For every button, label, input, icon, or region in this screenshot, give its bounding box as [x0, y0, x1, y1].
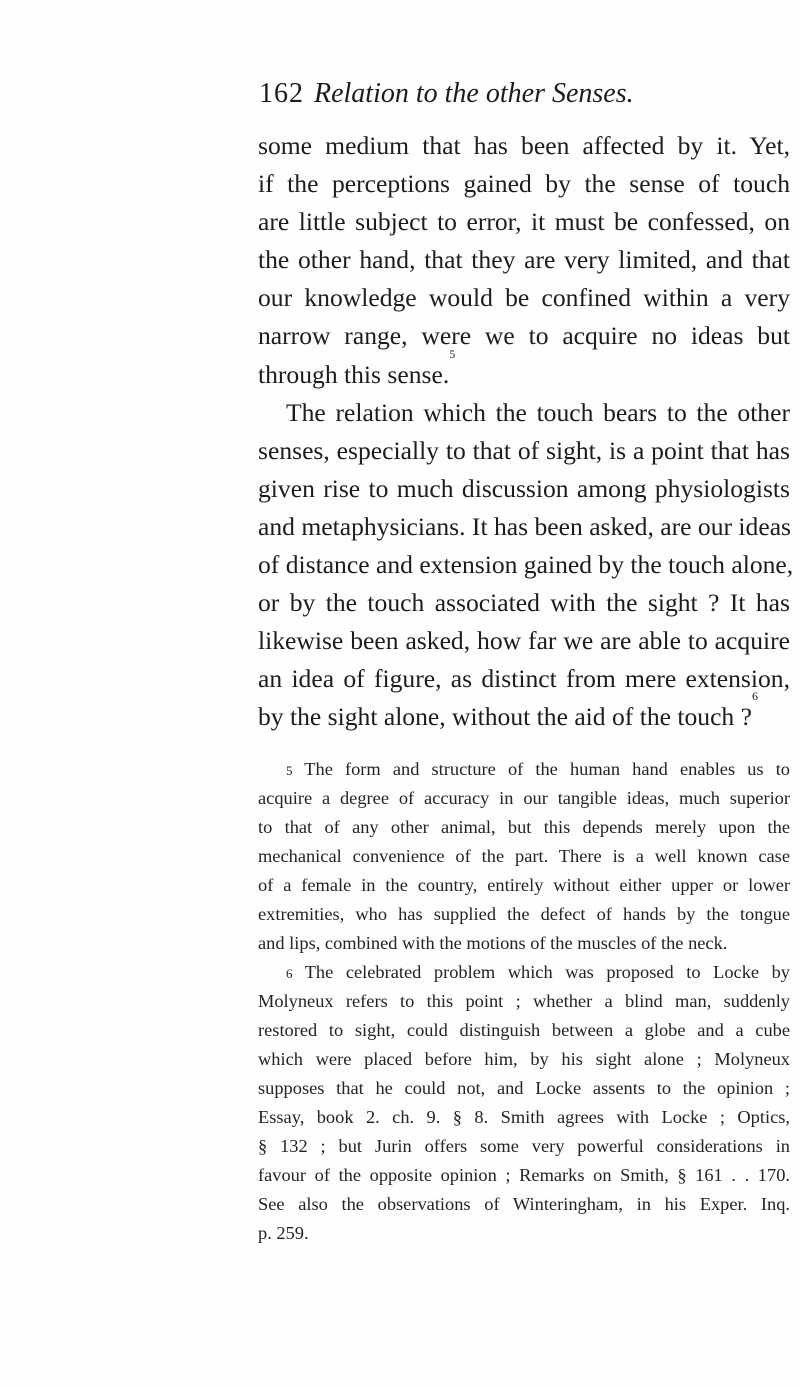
footnote-line: of a female in the country, entirely without either upper or lower: [258, 875, 790, 895]
text-line: through this sense.: [258, 359, 450, 389]
footnote-line: p. 259.: [258, 1223, 309, 1243]
footnote-number: 5: [286, 763, 293, 778]
text-line: some medium that has been affected by it. Yet,: [258, 131, 790, 160]
text-line: of distance and extension gained by the touch alone,: [258, 550, 794, 580]
footnote-6-first-line: [258, 958, 790, 987]
footnote-number: 6: [286, 966, 293, 981]
text-line: The relation which the touch bears to the other: [286, 397, 790, 427]
text-line: or by the touch associated with the sight ? It has: [258, 588, 790, 618]
page-number: 162: [259, 78, 304, 109]
footnote-marker: 6: [752, 689, 758, 704]
main-text: [258, 127, 794, 737]
footnote-line: which were placed before him, by his sight alone ; Molyneux: [258, 1049, 790, 1069]
text-line: the other hand, that they are very limited, and that: [258, 245, 790, 275]
page-header: [259, 78, 680, 118]
text-line: our knowledge would be confined within a very: [258, 283, 790, 313]
footnote-line: to that of any other animal, but this depends merely upon the: [258, 817, 790, 837]
text-line: narrow range, were we to acquire no ideas but: [258, 321, 790, 351]
footnote-line: and lips, combined with the motions of the muscles of the neck.: [258, 933, 728, 953]
footnote-line: See also the observations of Winteringham, in his Exper. Inq.: [258, 1194, 790, 1214]
text-line: given rise to much discussion among physiologists: [258, 473, 790, 503]
text-line-with-footnote: [258, 689, 790, 736]
text-line-with-footnote: [258, 346, 790, 394]
footnote-line: Essay, book 2. ch. 9. § 8. Smith agrees with Locke ; Optics,: [258, 1107, 790, 1127]
footnote-marker: 5: [449, 346, 456, 361]
footnote-line: Molyneux refers to this point ; whether a blind man, suddenly: [258, 991, 790, 1011]
footnote-text: The form and structure of the human hand enables us to: [304, 759, 790, 779]
footnote-line: supposes that he could not, and Locke assents to the opinion ;: [258, 1078, 790, 1098]
footnote-text: The celebrated problem which was proposed to Locke by: [304, 962, 790, 982]
footnote-line: extremities, who has supplied the defect of hands by the tongue: [258, 904, 790, 924]
footnote-line: restored to sight, could distinguish between a globe and a cube: [258, 1020, 790, 1040]
footnote-line: § 132 ; but Jurin offers some very powerful considerations in: [258, 1136, 790, 1156]
footnotes: [258, 755, 790, 1248]
text-line: if the perceptions gained by the sense of touch: [258, 169, 790, 199]
footnote-line: favour of the opposite opinion ; Remarks on Smith, § 161 . . 170.: [258, 1165, 790, 1185]
text-line: an idea of figure, as distinct from mere extension,: [258, 664, 790, 694]
running-head: Relation to the other Senses.: [314, 78, 634, 109]
footnote-line: acquire a degree of accuracy in our tangible ideas, much superior: [258, 788, 790, 808]
text-line: are little subject to error, it must be confessed, on: [258, 207, 790, 237]
text-line: and metaphysicians. It has been asked, are our ideas: [258, 511, 792, 541]
text-line: likewise been asked, how far we are able to acquire: [258, 626, 790, 656]
text-line: senses, especially to that of sight, is a point that has: [258, 435, 790, 465]
footnote-line: mechanical convenience of the part. There is a well known case: [258, 846, 790, 866]
text-line: by the sight alone, without the aid of the touch ?: [258, 702, 752, 732]
footnote-5-first-line: [258, 755, 790, 784]
